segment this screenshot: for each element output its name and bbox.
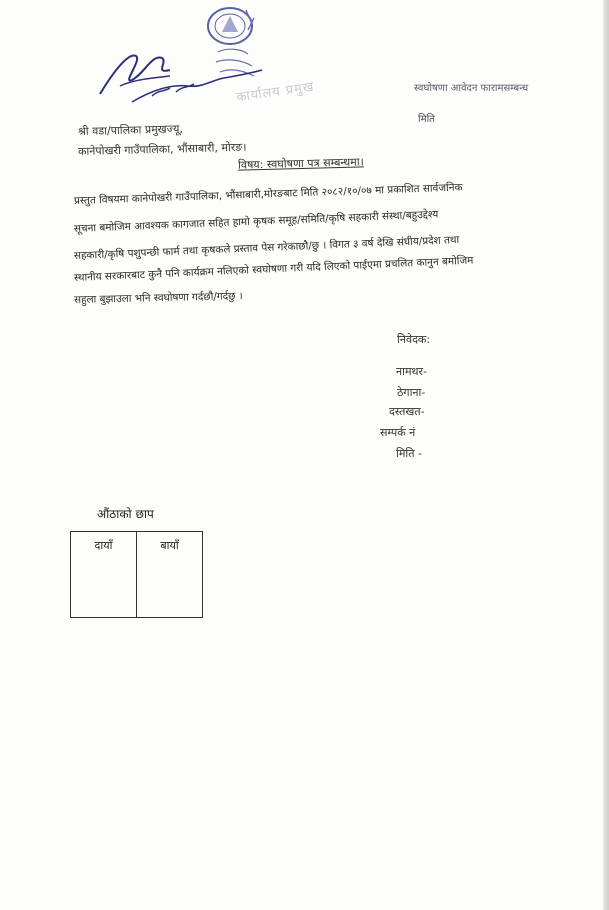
thumbprint-right-label: दायाँ	[94, 539, 113, 552]
thumbprint-left-cell	[136, 532, 202, 617]
applicant-contact-field: सम्पर्क नं	[380, 426, 416, 439]
page-edge-shadow	[603, 0, 609, 910]
body-line-1: प्रस्तुत विषयमा कानेपोखरी गाउँपालिका, भौंसाबारी,मोरङबाट मिति २०८२/१०/०७ मा प्रकाशित सार्वजनिक	[73, 181, 463, 207]
body-line-2: सूचना बमोजिम आवश्यक कागजात सहित हामो कृषक समूह/समिति/कृषि सहकारी संस्था/बहुउद्देश्य	[73, 208, 439, 235]
addressee-line-2: कानेपोखरी गाउँपालिका, भौंसाबारी, मोरङ।	[77, 140, 247, 158]
applicant-signature-field: दस्तखत-	[389, 405, 425, 418]
applicant-date-field: मिति -	[396, 447, 423, 460]
thumbprint-title: औंठाको छाप	[97, 507, 154, 521]
letter-date-label: मिति	[418, 114, 435, 125]
faded-stamp-text: कार्यालय प्रमुख	[235, 79, 316, 106]
applicant-name-field: नामथर-	[396, 365, 428, 378]
body-line-3: सहकारी/कृषि पशुपन्छी फार्म तथा कृषकले प्रस्ताव पेस गरेकाछौ/छु । विगत ३ वर्ष देखि संघीय/प्रदेश तथा	[73, 233, 460, 262]
thumbprint-box	[70, 531, 203, 618]
thumbprint-right-cell	[71, 532, 136, 617]
body-line-5: सहुला बुझाउला भनि स्वघोषणा गर्दछौ/गर्दछु ।	[73, 290, 243, 306]
letterhead-office-name: स्वघोषणा आवेदन फारामसम्बन्ध	[414, 83, 529, 94]
applicant-label: निवेदक:	[397, 333, 431, 346]
applicant-address-field: ठेगाना-	[397, 386, 426, 399]
body-line-4: स्थानीय सरकारबाट कुनै पनि कार्यक्रम नलिएको स्वघोषणा गरी यदि लिएको पाईएमा प्रचलित कानुन बमोजिम	[73, 254, 474, 284]
thumbprint-left-label: बायाँ	[160, 539, 179, 552]
subject-text: विषय: स्वघोषणा पत्र सम्बन्धमा।	[237, 155, 364, 172]
addressee-line-1: श्री वडा/पालिका प्रमुखज्यू,	[77, 122, 184, 138]
letter-subject	[238, 154, 364, 172]
